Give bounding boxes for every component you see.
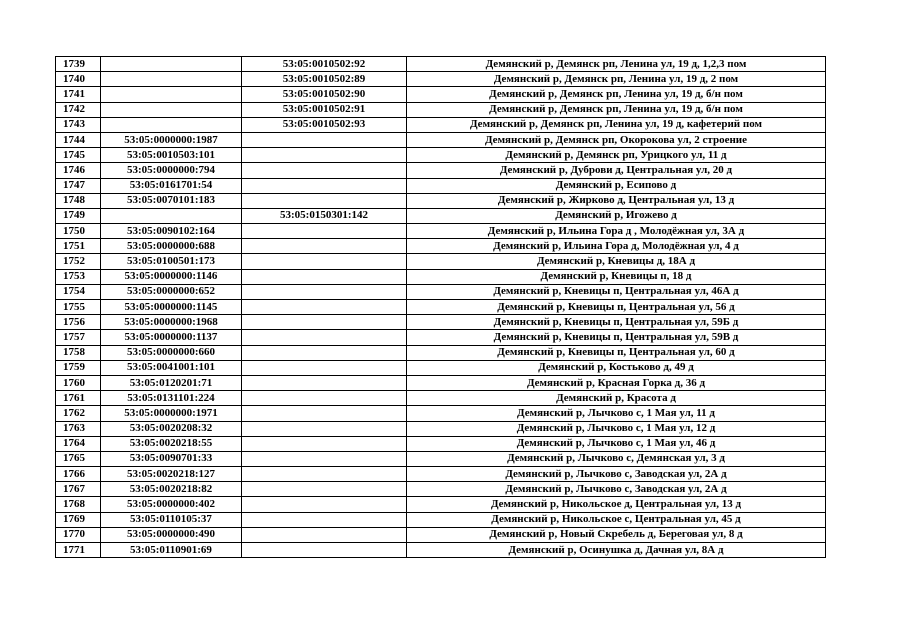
address-cell: Демянский р, Жирково д, Центральная ул, 13 д xyxy=(407,193,826,208)
cadastral-number-secondary-cell xyxy=(242,345,407,360)
table-row xyxy=(56,239,826,254)
address-cell: Демянский р, Демянск рп, Ленина ул, 19 д, б/н пом xyxy=(407,102,826,117)
cadastral-number-cell: 53:05:0020218:127 xyxy=(101,467,242,482)
cadastral-number-secondary-cell: 53:05:0010502:92 xyxy=(242,57,407,72)
cadastral-number-cell: 53:05:0000000:1145 xyxy=(101,300,242,315)
table-row xyxy=(56,102,826,117)
cadastral-number-cell: 53:05:0010503:101 xyxy=(101,148,242,163)
address-cell: Демянский р, Лычково с, 1 Мая ул, 46 д xyxy=(407,436,826,451)
row-number-cell: 1751 xyxy=(56,239,101,254)
table-row xyxy=(56,300,826,315)
cadastral-number-cell xyxy=(101,117,242,132)
table-row xyxy=(56,132,826,147)
cadastral-number-cell: 53:05:0000000:1137 xyxy=(101,330,242,345)
address-cell: Демянский р, Лычково с, Заводская ул, 2А д xyxy=(407,482,826,497)
cadastral-number-secondary-cell: 53:05:0010502:90 xyxy=(242,87,407,102)
row-number-cell: 1741 xyxy=(56,87,101,102)
address-cell: Демянский р, Кневицы п, Центральная ул, 59Б д xyxy=(407,315,826,330)
cadastral-number-cell: 53:05:0090701:33 xyxy=(101,451,242,466)
row-number-cell: 1743 xyxy=(56,117,101,132)
table-row xyxy=(56,224,826,239)
address-cell: Демянский р, Демянск рп, Окорокова ул, 2 строение xyxy=(407,132,826,147)
cadastral-number-cell xyxy=(101,208,242,223)
cadastral-number-secondary-cell xyxy=(242,543,407,558)
table-row xyxy=(56,315,826,330)
cadastral-number-cell: 53:05:0000000:1968 xyxy=(101,315,242,330)
table-row xyxy=(56,87,826,102)
address-cell: Демянский р, Новый Скребель д, Береговая ул, 8 д xyxy=(407,527,826,542)
address-cell: Демянский р, Демянск рп, Ленина ул, 19 д, 1,2,3 пом xyxy=(407,57,826,72)
address-cell: Демянский р, Никольское с, Центральная ул, 45 д xyxy=(407,512,826,527)
address-cell: Демянский р, Костьково д, 49 д xyxy=(407,360,826,375)
cadastral-number-cell: 53:05:0000000:402 xyxy=(101,497,242,512)
address-cell: Демянский р, Демянск рп, Ленина ул, 19 д, кафетерий пом xyxy=(407,117,826,132)
cadastral-number-cell: 53:05:0000000:1971 xyxy=(101,406,242,421)
cadastral-number-cell: 53:05:0000000:660 xyxy=(101,345,242,360)
table-row xyxy=(56,178,826,193)
table-row xyxy=(56,360,826,375)
table-row xyxy=(56,148,826,163)
cadastral-number-cell: 53:05:0000000:1987 xyxy=(101,132,242,147)
row-number-cell: 1754 xyxy=(56,284,101,299)
address-cell: Демянский р, Никольское д, Центральная ул, 13 д xyxy=(407,497,826,512)
cadastral-number-secondary-cell xyxy=(242,300,407,315)
address-cell: Демянский р, Ильина Гора д, Молодёжная ул, 4 д xyxy=(407,239,826,254)
address-cell: Демянский р, Демянск рп, Урицкого ул, 11 д xyxy=(407,148,826,163)
row-number-cell: 1757 xyxy=(56,330,101,345)
row-number-cell: 1755 xyxy=(56,300,101,315)
table-row xyxy=(56,284,826,299)
table-row xyxy=(56,72,826,87)
row-number-cell: 1747 xyxy=(56,178,101,193)
cadastral-number-cell: 53:05:0120201:71 xyxy=(101,375,242,390)
cadastral-number-secondary-cell xyxy=(242,132,407,147)
cadastral-number-cell: 53:05:0020218:82 xyxy=(101,482,242,497)
table-row xyxy=(56,421,826,436)
table-row xyxy=(56,57,826,72)
table-row xyxy=(56,467,826,482)
row-number-cell: 1739 xyxy=(56,57,101,72)
cadastral-number-cell: 53:05:0000000:652 xyxy=(101,284,242,299)
row-number-cell: 1771 xyxy=(56,543,101,558)
row-number-cell: 1752 xyxy=(56,254,101,269)
row-number-cell: 1765 xyxy=(56,451,101,466)
table-row xyxy=(56,482,826,497)
table-row xyxy=(56,527,826,542)
row-number-cell: 1756 xyxy=(56,315,101,330)
cadastral-number-cell: 53:05:0161701:54 xyxy=(101,178,242,193)
table-row xyxy=(56,391,826,406)
cadastral-number-secondary-cell xyxy=(242,269,407,284)
address-cell: Демянский р, Кневицы п, Центральная ул, 56 д xyxy=(407,300,826,315)
cadastral-number-secondary-cell xyxy=(242,224,407,239)
cadastral-number-secondary-cell: 53:05:0010502:91 xyxy=(242,102,407,117)
table-row xyxy=(56,254,826,269)
cadastral-number-secondary-cell xyxy=(242,330,407,345)
cadastral-number-secondary-cell xyxy=(242,284,407,299)
address-cell: Демянский р, Демянск рп, Ленина ул, 19 д, б/н пом xyxy=(407,87,826,102)
row-number-cell: 1746 xyxy=(56,163,101,178)
table-row xyxy=(56,436,826,451)
cadastral-number-cell: 53:05:0100501:173 xyxy=(101,254,242,269)
table-row xyxy=(56,345,826,360)
address-cell: Демянский р, Лычково с, Заводская ул, 2А д xyxy=(407,467,826,482)
table-row xyxy=(56,512,826,527)
address-cell: Демянский р, Ильина Гора д , Молодёжная ул, 3А д xyxy=(407,224,826,239)
row-number-cell: 1769 xyxy=(56,512,101,527)
address-cell: Демянский р, Лычково с, 1 Мая ул, 12 д xyxy=(407,421,826,436)
address-cell: Демянский р, Кневицы п, Центральная ул, 60 д xyxy=(407,345,826,360)
cadastral-number-secondary-cell xyxy=(242,482,407,497)
cadastral-number-secondary-cell xyxy=(242,467,407,482)
cadastral-number-cell: 53:05:0000000:688 xyxy=(101,239,242,254)
cadastral-number-secondary-cell xyxy=(242,254,407,269)
cadastral-number-cell xyxy=(101,57,242,72)
table-row xyxy=(56,163,826,178)
address-cell: Демянский р, Красная Горка д, 36 д xyxy=(407,375,826,390)
row-number-cell: 1766 xyxy=(56,467,101,482)
row-number-cell: 1750 xyxy=(56,224,101,239)
row-number-cell: 1762 xyxy=(56,406,101,421)
address-cell: Демянский р, Игожево д xyxy=(407,208,826,223)
property-register-table xyxy=(55,56,826,558)
cadastral-number-cell xyxy=(101,72,242,87)
address-cell: Демянский р, Лычково с, Демянская ул, 3 д xyxy=(407,451,826,466)
table-row xyxy=(56,543,826,558)
row-number-cell: 1764 xyxy=(56,436,101,451)
cadastral-number-secondary-cell xyxy=(242,436,407,451)
row-number-cell: 1758 xyxy=(56,345,101,360)
address-cell: Демянский р, Есипово д xyxy=(407,178,826,193)
table-row xyxy=(56,497,826,512)
address-cell: Демянский р, Красота д xyxy=(407,391,826,406)
row-number-cell: 1744 xyxy=(56,132,101,147)
cadastral-number-secondary-cell xyxy=(242,315,407,330)
cadastral-number-secondary-cell xyxy=(242,451,407,466)
address-cell: Демянский р, Дуброви д, Центральная ул, 20 д xyxy=(407,163,826,178)
row-number-cell: 1770 xyxy=(56,527,101,542)
cadastral-number-secondary-cell xyxy=(242,193,407,208)
cadastral-number-cell: 53:05:0131101:224 xyxy=(101,391,242,406)
cadastral-number-secondary-cell xyxy=(242,178,407,193)
row-number-cell: 1748 xyxy=(56,193,101,208)
table-row xyxy=(56,375,826,390)
cadastral-number-secondary-cell xyxy=(242,163,407,178)
cadastral-number-secondary-cell xyxy=(242,239,407,254)
cadastral-number-secondary-cell: 53:05:0150301:142 xyxy=(242,208,407,223)
address-cell: Демянский р, Кневицы п, 18 д xyxy=(407,269,826,284)
cadastral-number-cell xyxy=(101,87,242,102)
row-number-cell: 1760 xyxy=(56,375,101,390)
cadastral-number-secondary-cell xyxy=(242,375,407,390)
cadastral-number-secondary-cell xyxy=(242,527,407,542)
cadastral-number-cell: 53:05:0020208:32 xyxy=(101,421,242,436)
address-cell: Демянский р, Кневицы п, Центральная ул, 59В д xyxy=(407,330,826,345)
address-cell: Демянский р, Демянск рп, Ленина ул, 19 д, 2 пом xyxy=(407,72,826,87)
cadastral-number-secondary-cell: 53:05:0010502:89 xyxy=(242,72,407,87)
row-number-cell: 1740 xyxy=(56,72,101,87)
table-row xyxy=(56,330,826,345)
cadastral-number-secondary-cell xyxy=(242,421,407,436)
cadastral-number-cell: 53:05:0000000:490 xyxy=(101,527,242,542)
cadastral-number-cell: 53:05:0000000:794 xyxy=(101,163,242,178)
row-number-cell: 1768 xyxy=(56,497,101,512)
table-row xyxy=(56,451,826,466)
row-number-cell: 1742 xyxy=(56,102,101,117)
table-row xyxy=(56,117,826,132)
cadastral-number-cell: 53:05:0020218:55 xyxy=(101,436,242,451)
row-number-cell: 1767 xyxy=(56,482,101,497)
cadastral-number-cell: 53:05:0110901:69 xyxy=(101,543,242,558)
table-row xyxy=(56,208,826,223)
row-number-cell: 1763 xyxy=(56,421,101,436)
row-number-cell: 1749 xyxy=(56,208,101,223)
cadastral-number-secondary-cell xyxy=(242,497,407,512)
cadastral-number-cell: 53:05:0070101:183 xyxy=(101,193,242,208)
cadastral-number-cell: 53:05:0000000:1146 xyxy=(101,269,242,284)
cadastral-number-secondary-cell: 53:05:0010502:93 xyxy=(242,117,407,132)
cadastral-number-secondary-cell xyxy=(242,148,407,163)
table-row xyxy=(56,269,826,284)
cadastral-number-cell: 53:05:0041001:101 xyxy=(101,360,242,375)
table-body xyxy=(56,57,826,558)
cadastral-number-cell: 53:05:0090102:164 xyxy=(101,224,242,239)
address-cell: Демянский р, Осинушка д, Дачная ул, 8А д xyxy=(407,543,826,558)
row-number-cell: 1753 xyxy=(56,269,101,284)
cadastral-number-secondary-cell xyxy=(242,360,407,375)
address-cell: Демянский р, Кневицы п, Центральная ул, 46А д xyxy=(407,284,826,299)
address-cell: Демянский р, Лычково с, 1 Мая ул, 11 д xyxy=(407,406,826,421)
cadastral-number-secondary-cell xyxy=(242,406,407,421)
cadastral-number-cell: 53:05:0110105:37 xyxy=(101,512,242,527)
cadastral-number-cell xyxy=(101,102,242,117)
row-number-cell: 1761 xyxy=(56,391,101,406)
cadastral-number-secondary-cell xyxy=(242,391,407,406)
cadastral-number-secondary-cell xyxy=(242,512,407,527)
table-row xyxy=(56,193,826,208)
table-row xyxy=(56,406,826,421)
address-cell: Демянский р, Кневицы д, 18А д xyxy=(407,254,826,269)
row-number-cell: 1759 xyxy=(56,360,101,375)
row-number-cell: 1745 xyxy=(56,148,101,163)
